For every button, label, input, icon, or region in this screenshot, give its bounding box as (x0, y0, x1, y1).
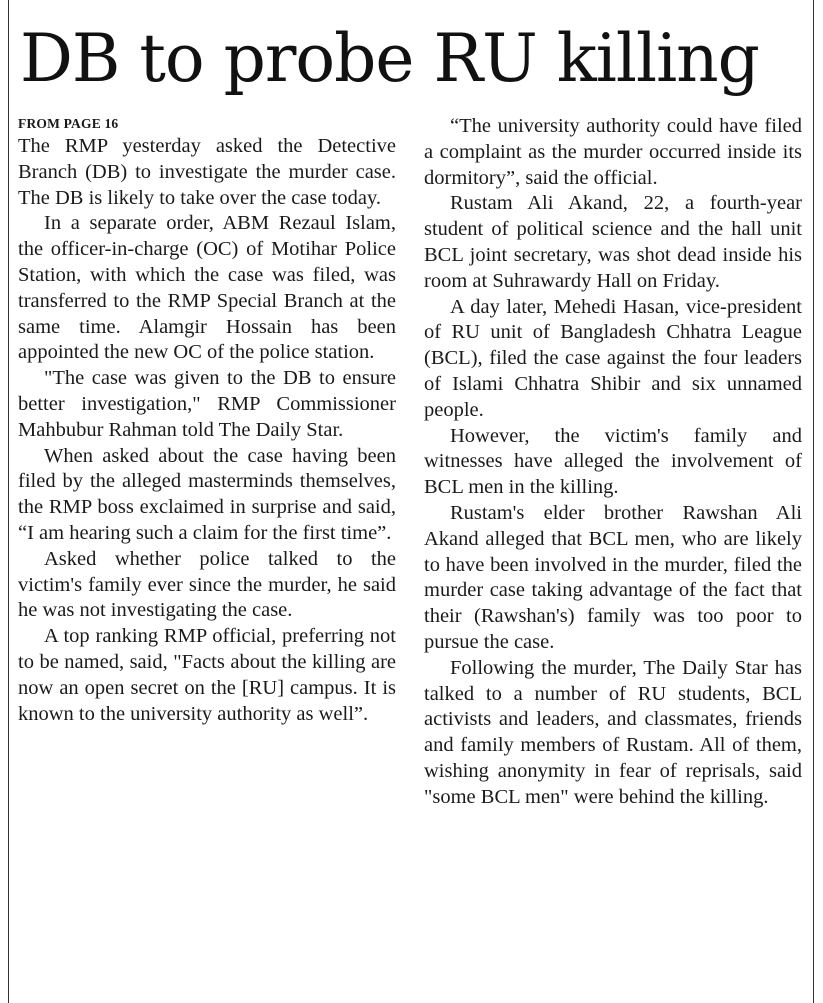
paragraph: A day later, Mehedi Hasan, vice-president of RU unit of Bangladesh Chhatra League (BCL), filed the case against the four leaders of Islami Chhatra Shibir and six unnamed people. (424, 295, 802, 421)
headline: DB to probe RU killing (20, 20, 759, 97)
paragraph: When asked about the case having been filed by the alleged masterminds themselves, the RMP boss exclaimed in surprise and said, “I am hearing such a claim for the first time”. (18, 444, 396, 544)
column-rule-left (8, 0, 9, 1003)
paragraph: A top ranking RMP official, preferring not to be named, said, "Facts about the killing are now an open secret on the [RU] campus. It is known to the university authority as well”. (18, 625, 396, 725)
paragraph: “The university authority could have filed a complaint as the murder occurred inside its dormitory”, said the official. (424, 115, 802, 189)
paragraph: Rustam's elder brother Rawshan Ali Akand alleged that BCL men, who are likely to have been involved in the murder, filed the murder case taking advantage of the fact that their (Rawshan's) family was too poor to pursue the case. (424, 501, 802, 653)
paragraph: The RMP yesterday asked the Detective Branch (DB) to investigate the murder case. The DB is likely to take over the case today. (18, 135, 396, 209)
paragraph: "The case was given to the DB to ensure better investigation," RMP Commissioner Mahbubur Rahman told The Daily Star. (18, 367, 396, 441)
paragraph: Asked whether police talked to the victim's family ever since the murder, he said he was not investigating the case. (18, 547, 396, 622)
article-column-right (424, 114, 802, 811)
paragraph: Rustam Ali Akand, 22, a fourth-year student of political science and the hall unit BCL joint secretary, was shot dead inside his room at Suhrawardy Hall on Friday. (424, 192, 802, 292)
article-column-left (18, 114, 396, 727)
paragraph: In a separate order, ABM Rezaul Islam, the officer-in-charge (OC) of Motihar Police Station, with which the case was filed, was transferred to the RMP Special Branch at the same time. Alamgir Hossain has been appointed the new OC of the police station. (18, 212, 396, 364)
paragraph: However, the victim's family and witnesses have alleged the involvement of BCL men in the killing. (424, 424, 802, 499)
paragraph: Following the murder, The Daily Star has talked to a number of RU students, BCL activists and leaders, and classmates, friends and family members of Rustam. All of them, wishing anonymity in fear of reprisals, said "some BCL men" were behind the killing. (424, 656, 802, 808)
from-page-label: FROM PAGE 16 (18, 116, 119, 131)
column-rule-right (813, 0, 814, 1003)
